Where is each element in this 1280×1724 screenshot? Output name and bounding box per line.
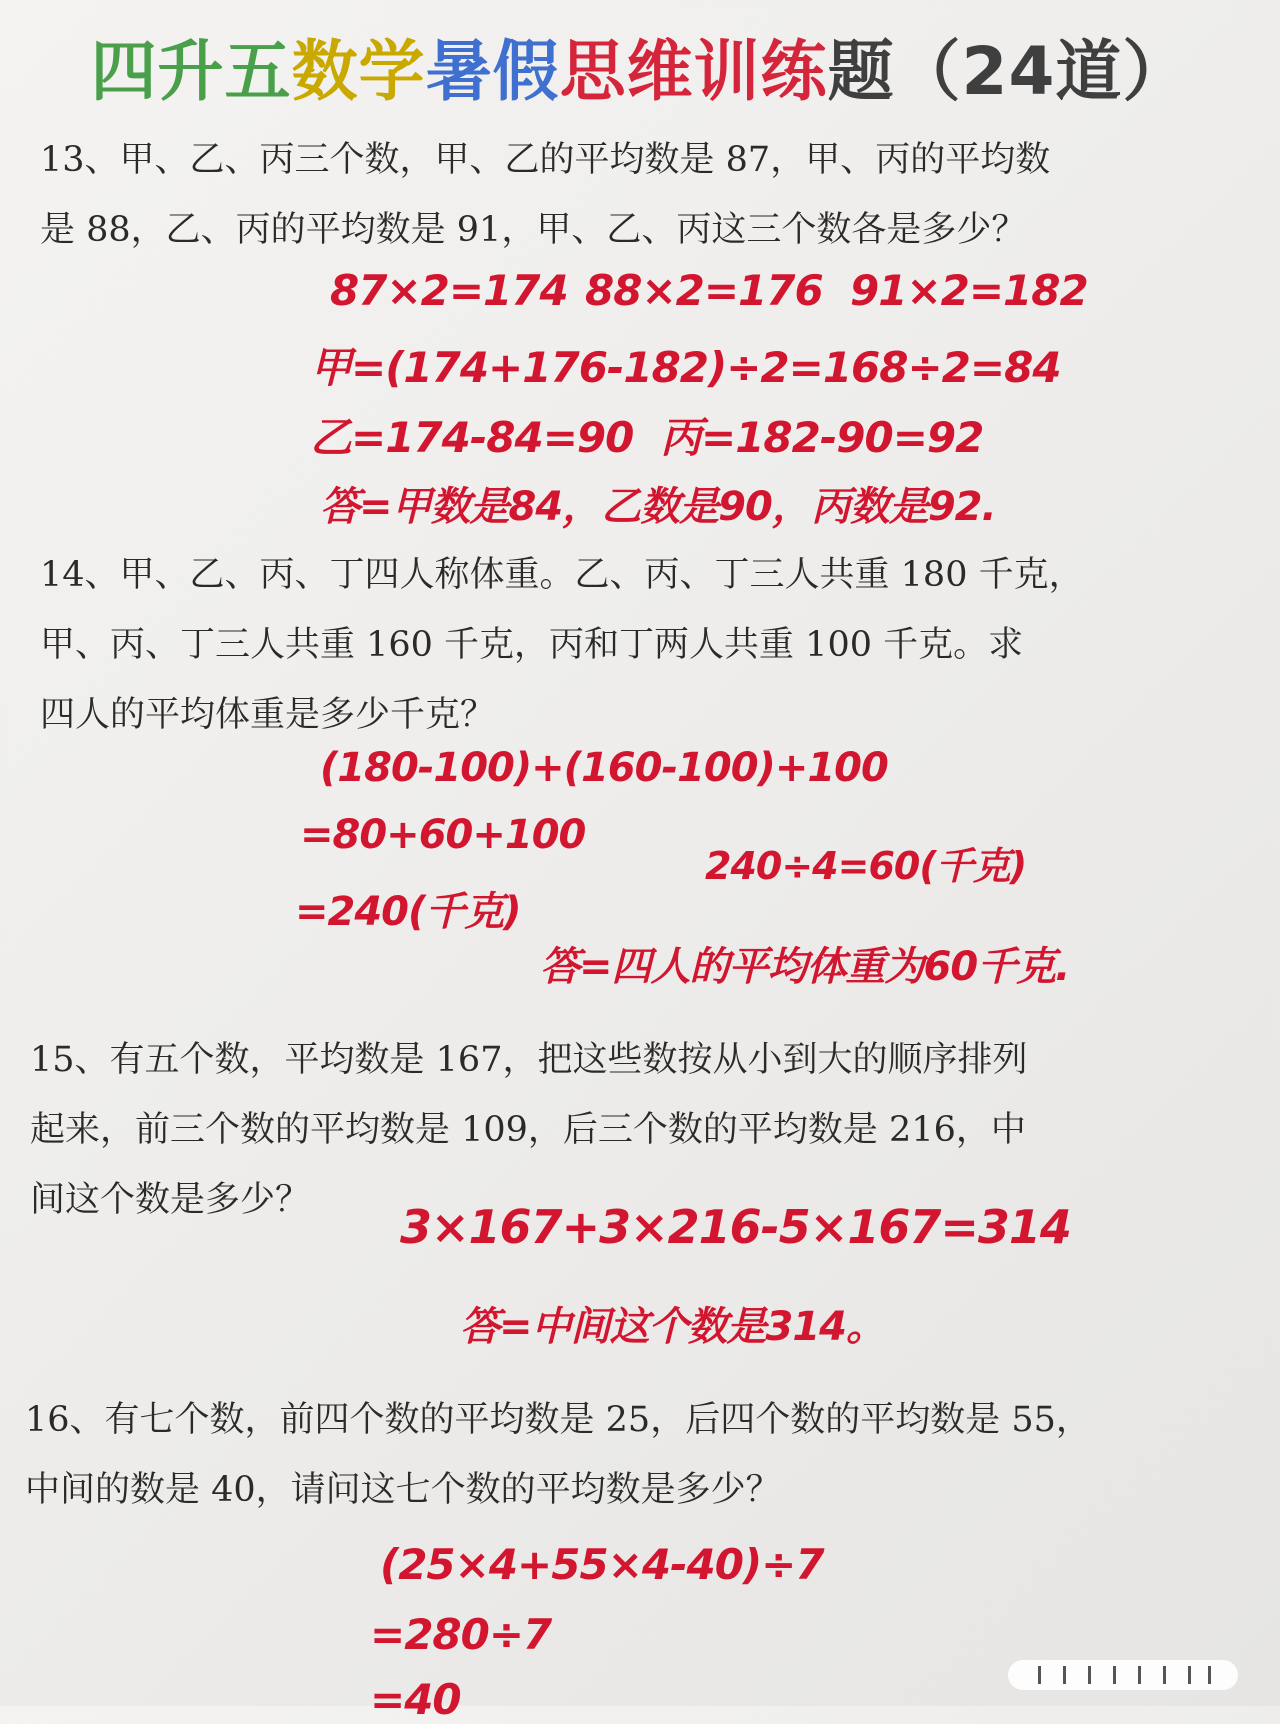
page-title bbox=[0, 18, 1280, 113]
answer-work-line: =80+60+100 bbox=[300, 812, 586, 858]
answer-work-line: 3×167+3×216-5×167=314 bbox=[400, 1200, 1071, 1254]
question-16-text bbox=[25, 1385, 1091, 1525]
navigation-handle[interactable] bbox=[1008, 1660, 1238, 1690]
answer-work-line: 丙=182-90=92 bbox=[660, 413, 984, 462]
question-line: 起来，前三个数的平均数是 109，后三个数的平均数是 216，中 bbox=[30, 1110, 1026, 1150]
answer-work-line: 240÷4=60(千克) bbox=[705, 844, 1027, 888]
answer-work-line: =280÷7 bbox=[370, 1610, 552, 1659]
title-segment: 题（24道） bbox=[827, 33, 1190, 110]
answer-work-line: =240(千克) bbox=[295, 889, 521, 935]
question-13-text bbox=[40, 125, 1050, 265]
answer-work-line: 88×2=176 bbox=[585, 266, 823, 315]
answer-work-line: (180-100)+(160-100)+100 bbox=[320, 745, 888, 791]
answer-work-line: 甲=(174+176-182)÷2=168÷2=84 bbox=[310, 343, 1061, 392]
answer-work-line: 87×2=174 bbox=[330, 266, 568, 315]
answer-work-line: 91×2=182 bbox=[850, 266, 1088, 315]
answer-work-line: (25×4+55×4-40)÷7 bbox=[380, 1540, 824, 1589]
answer-conclusion: 答=中间这个数是314。 bbox=[460, 1304, 886, 1350]
question-line: 甲、丙、丁三人共重 160 千克，丙和丁两人共重 100 千克。求 bbox=[40, 625, 1024, 665]
title-segment: 四升五 bbox=[90, 33, 292, 110]
question-line: 16、有七个数，前四个数的平均数是 25，后四个数的平均数是 55， bbox=[25, 1400, 1091, 1440]
answer-work-line: =40 bbox=[370, 1675, 461, 1724]
question-line: 14、甲、乙、丙、丁四人称体重。乙、丙、丁三人共重 180 千克， bbox=[40, 555, 1084, 595]
question-14-text bbox=[40, 540, 1084, 750]
question-line: 13、甲、乙、丙三个数，甲、乙的平均数是 87，甲、丙的平均数 bbox=[40, 140, 1051, 180]
question-line: 是 88，乙、丙的平均数是 91，甲、乙、丙这三个数各是多少？ bbox=[40, 210, 1027, 250]
title-segment: 思维训练 bbox=[559, 33, 828, 110]
answer-conclusion: 答=四人的平均体重为60千克. bbox=[540, 944, 1070, 990]
answer-work-line: 乙=174-84=90 bbox=[310, 413, 634, 462]
question-line: 四人的平均体重是多少千克？ bbox=[40, 695, 496, 735]
title-segment: 数学 bbox=[291, 33, 426, 110]
question-line: 间这个数是多少？ bbox=[30, 1180, 311, 1220]
title-segment: 暑假 bbox=[425, 33, 560, 110]
question-line: 中间的数是 40，请问这七个数的平均数是多少？ bbox=[25, 1470, 781, 1510]
question-line: 15、有五个数，平均数是 167，把这些数按从小到大的顺序排列 bbox=[30, 1040, 1028, 1080]
answer-conclusion: 答=甲数是84，乙数是90，丙数是92. bbox=[320, 484, 996, 530]
